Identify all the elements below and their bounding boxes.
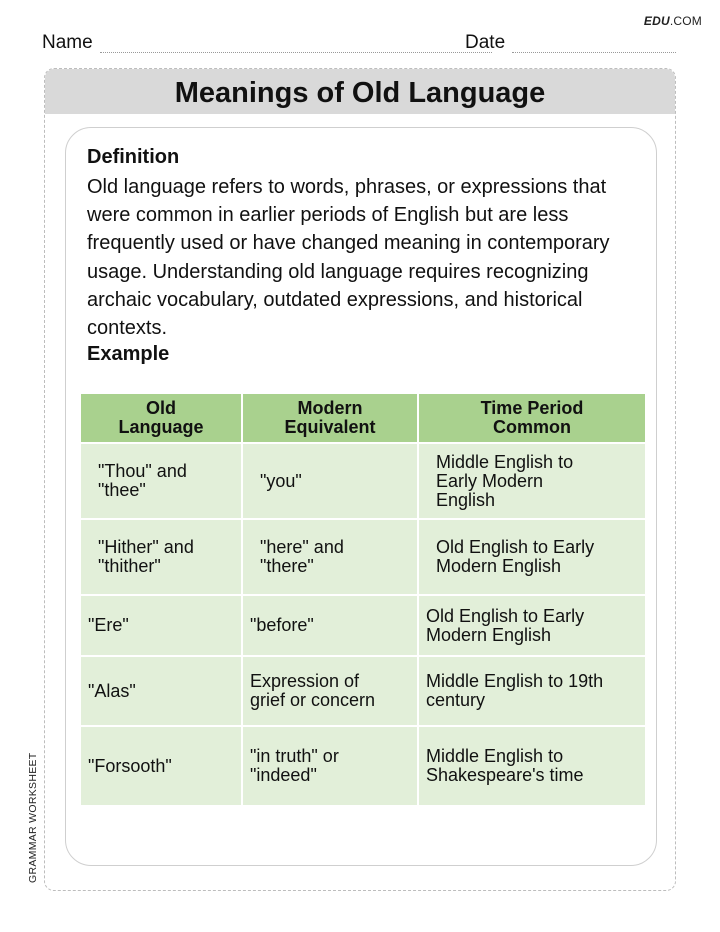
- date-line: [512, 52, 676, 53]
- table-header-row: [80, 393, 646, 443]
- cell-modern-equivalent: [242, 726, 418, 806]
- name-date-row: [42, 32, 676, 56]
- example-table: [79, 392, 647, 807]
- table-row: [80, 519, 646, 595]
- side-label: GRAMMAR WORKSHEET: [27, 752, 39, 883]
- definition-text: Old language refers to words, phrases, or expressions that were common in earlier periods of English but are less frequently used or have changed meaning in contemporary usage. Understanding old language requires recognizing archaic vocabulary, outdated expressions, and historical contexts.: [87, 176, 610, 340]
- cell-old-language: [80, 443, 242, 519]
- table-row: [80, 656, 646, 726]
- example-heading: Example: [87, 343, 170, 365]
- header-modern-equivalent-text: Modern Equivalent: [284, 398, 376, 437]
- cell-time-period: [418, 519, 646, 595]
- cell-old-language: [80, 656, 242, 726]
- brand-logo-suffix: .COM: [669, 14, 702, 28]
- content-card: [65, 127, 657, 866]
- header-time-period-text: Time Period Common: [480, 398, 584, 437]
- cell-text: "you": [260, 470, 302, 491]
- header-time-period: [418, 393, 646, 443]
- definition-heading: Definition: [87, 146, 180, 168]
- header-old-language-text: Old Language: [118, 398, 204, 437]
- cell-text: "Alas": [88, 680, 136, 701]
- cell-time-period: [418, 443, 646, 519]
- cell-modern-equivalent: [242, 519, 418, 595]
- cell-text: "Forsooth": [88, 755, 172, 776]
- cell-modern-equivalent: [242, 595, 418, 656]
- brand-logo-bold: EDU: [643, 14, 670, 28]
- cell-modern-equivalent: [242, 656, 418, 726]
- table-row: [80, 443, 646, 519]
- cell-text: "Thou" and "thee": [98, 461, 187, 500]
- cell-text: "before": [250, 615, 314, 635]
- cell-old-language: [80, 595, 242, 656]
- cell-modern-equivalent: [242, 443, 418, 519]
- brand-logo: [644, 14, 702, 28]
- cell-text: Middle English to Early Modern English: [436, 451, 574, 510]
- cell-text: "Ere": [88, 615, 129, 635]
- cell-text: Middle English to 19th century: [426, 671, 604, 710]
- worksheet-frame: [44, 68, 676, 891]
- cell-time-period: [418, 656, 646, 726]
- cell-text: "Hither" and "thither": [98, 537, 194, 576]
- table-row: [80, 726, 646, 806]
- page-title: Meanings of Old Language: [45, 69, 675, 114]
- header-modern-equivalent: [242, 393, 418, 443]
- cell-old-language: [80, 726, 242, 806]
- cell-text: Old English to Early Modern English: [436, 537, 595, 576]
- table-row: [80, 595, 646, 656]
- cell-text: Middle English to Shakespeare's time: [426, 746, 584, 785]
- cell-text: "in truth" or "indeed": [250, 746, 339, 785]
- name-line: [100, 52, 492, 53]
- cell-text: Expression of grief or concern: [250, 671, 376, 710]
- header-old-language: [80, 393, 242, 443]
- name-label: Name: [42, 32, 93, 53]
- cell-text: Old English to Early Modern English: [426, 605, 585, 645]
- date-label: Date: [465, 32, 506, 53]
- cell-old-language: [80, 519, 242, 595]
- cell-text: "here" and "there": [260, 537, 344, 576]
- cell-time-period: [418, 726, 646, 806]
- cell-time-period: [418, 595, 646, 656]
